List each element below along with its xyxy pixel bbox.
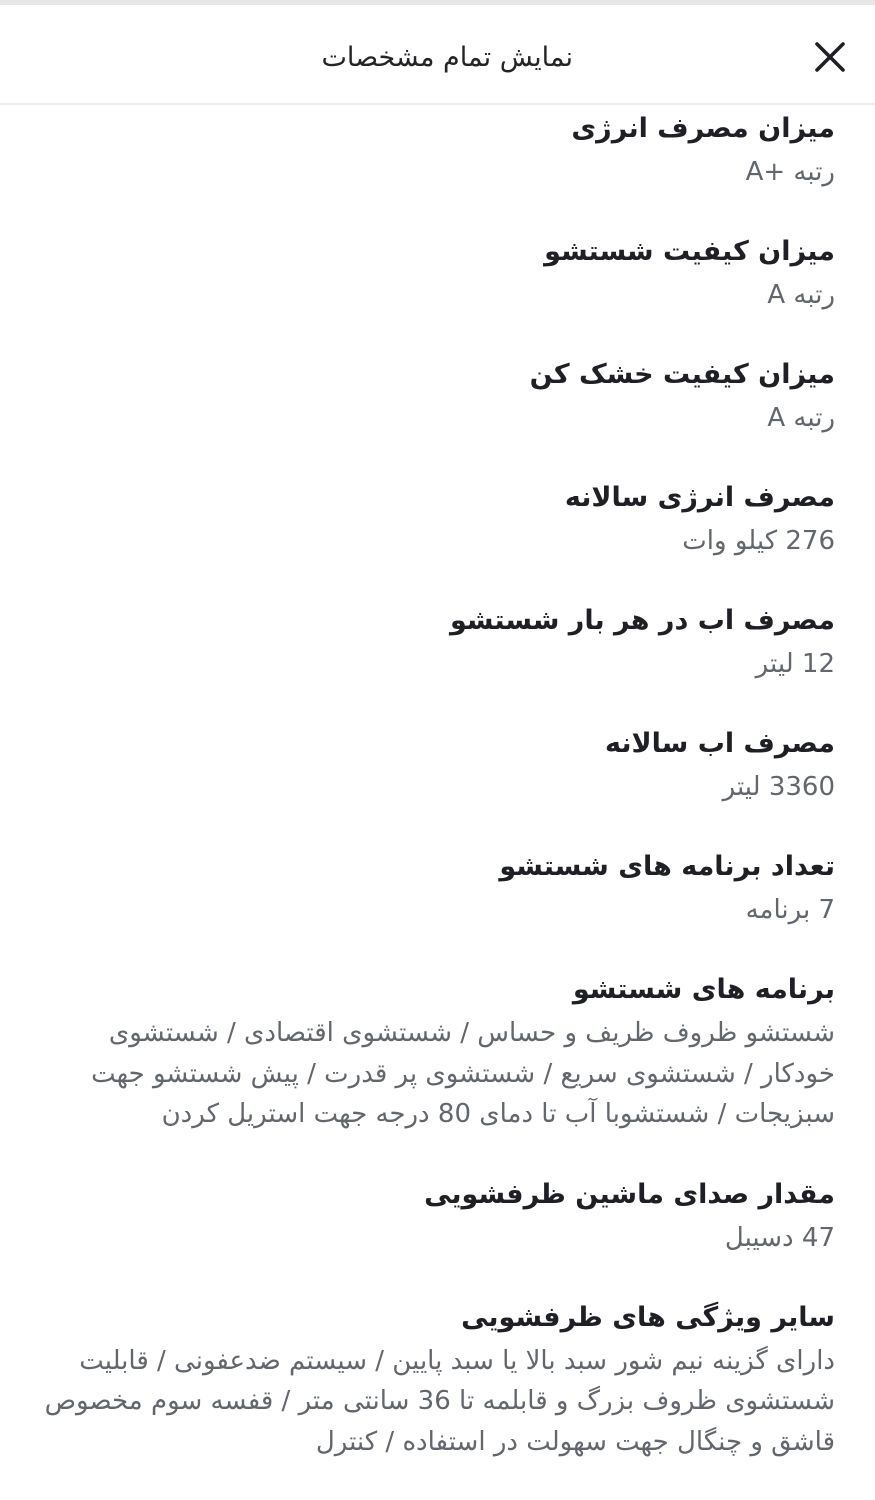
spec-item-annual-water [40,720,835,843]
spec-label: میزان کیفیت شستشو [544,236,835,267]
spec-item-other-features [40,1294,835,1499]
spec-label: مصرف اب در هر بار شستشو [449,605,835,636]
spec-value: 3360 لیتر [722,772,835,802]
spec-value: شستشو ظروف ظریف و حساس / شستشوی اقتصادی / شستشوی خودکار / شستشوی سریع / شستشوی پر قدرت / پیش شستشو جهت سبزیجات / شستشوبا آب تا دمای 80 درجه جهت استریل کردن [91,1018,835,1129]
spec-label: تعداد برنامه های شستشو [499,851,835,882]
close-icon [806,33,854,81]
specs-header [0,5,875,105]
spec-value: رتبه A [767,403,835,433]
spec-item-annual-energy [40,474,835,597]
spec-item-program-count [40,843,835,966]
spec-value: دارای گزینه نیم شور سبد بالا یا سبد پایین / سیستم ضدعفونی / قابلیت شستشوی ظروف بزرگ و قابلمه تا 36 سانتی متر / قفسه سوم مخصوص قاشق و چنگال جهت سهولت در استفاده / کنترل [44,1345,835,1457]
spec-item-water-per-wash [40,597,835,720]
close-button[interactable] [806,33,854,81]
spec-label: مصرف انرژی سالانه [564,482,835,513]
spec-label: مقدار صدای ماشین ظرفشویی [424,1178,835,1210]
spec-item-wash-quality [40,228,835,351]
spec-label: میزان مصرف انرژی [571,113,835,144]
spec-item-dry-quality [40,351,835,474]
spec-item-programs [40,966,835,1171]
spec-value: رتبه +A [745,157,835,187]
spec-value: 7 برنامه [745,895,835,925]
spec-value: رتبه A [767,280,835,310]
spec-value: 12 لیتر [755,649,835,679]
spec-label: مصرف اب سالانه [605,728,835,759]
specs-list [40,105,835,1498]
spec-item-energy-rating [40,105,835,228]
spec-item-noise-level [40,1171,835,1294]
spec-value: 47 دسیبل [724,1222,835,1253]
spec-label: میزان کیفیت خشک کن [529,359,835,390]
spec-value: 276 کیلو وات [682,526,835,556]
spec-label: برنامه های شستشو [572,974,835,1005]
spec-label: سایر ویژگی های ظرفشویی [461,1301,835,1333]
page-title: نمایش تمام مشخصات [321,42,573,73]
